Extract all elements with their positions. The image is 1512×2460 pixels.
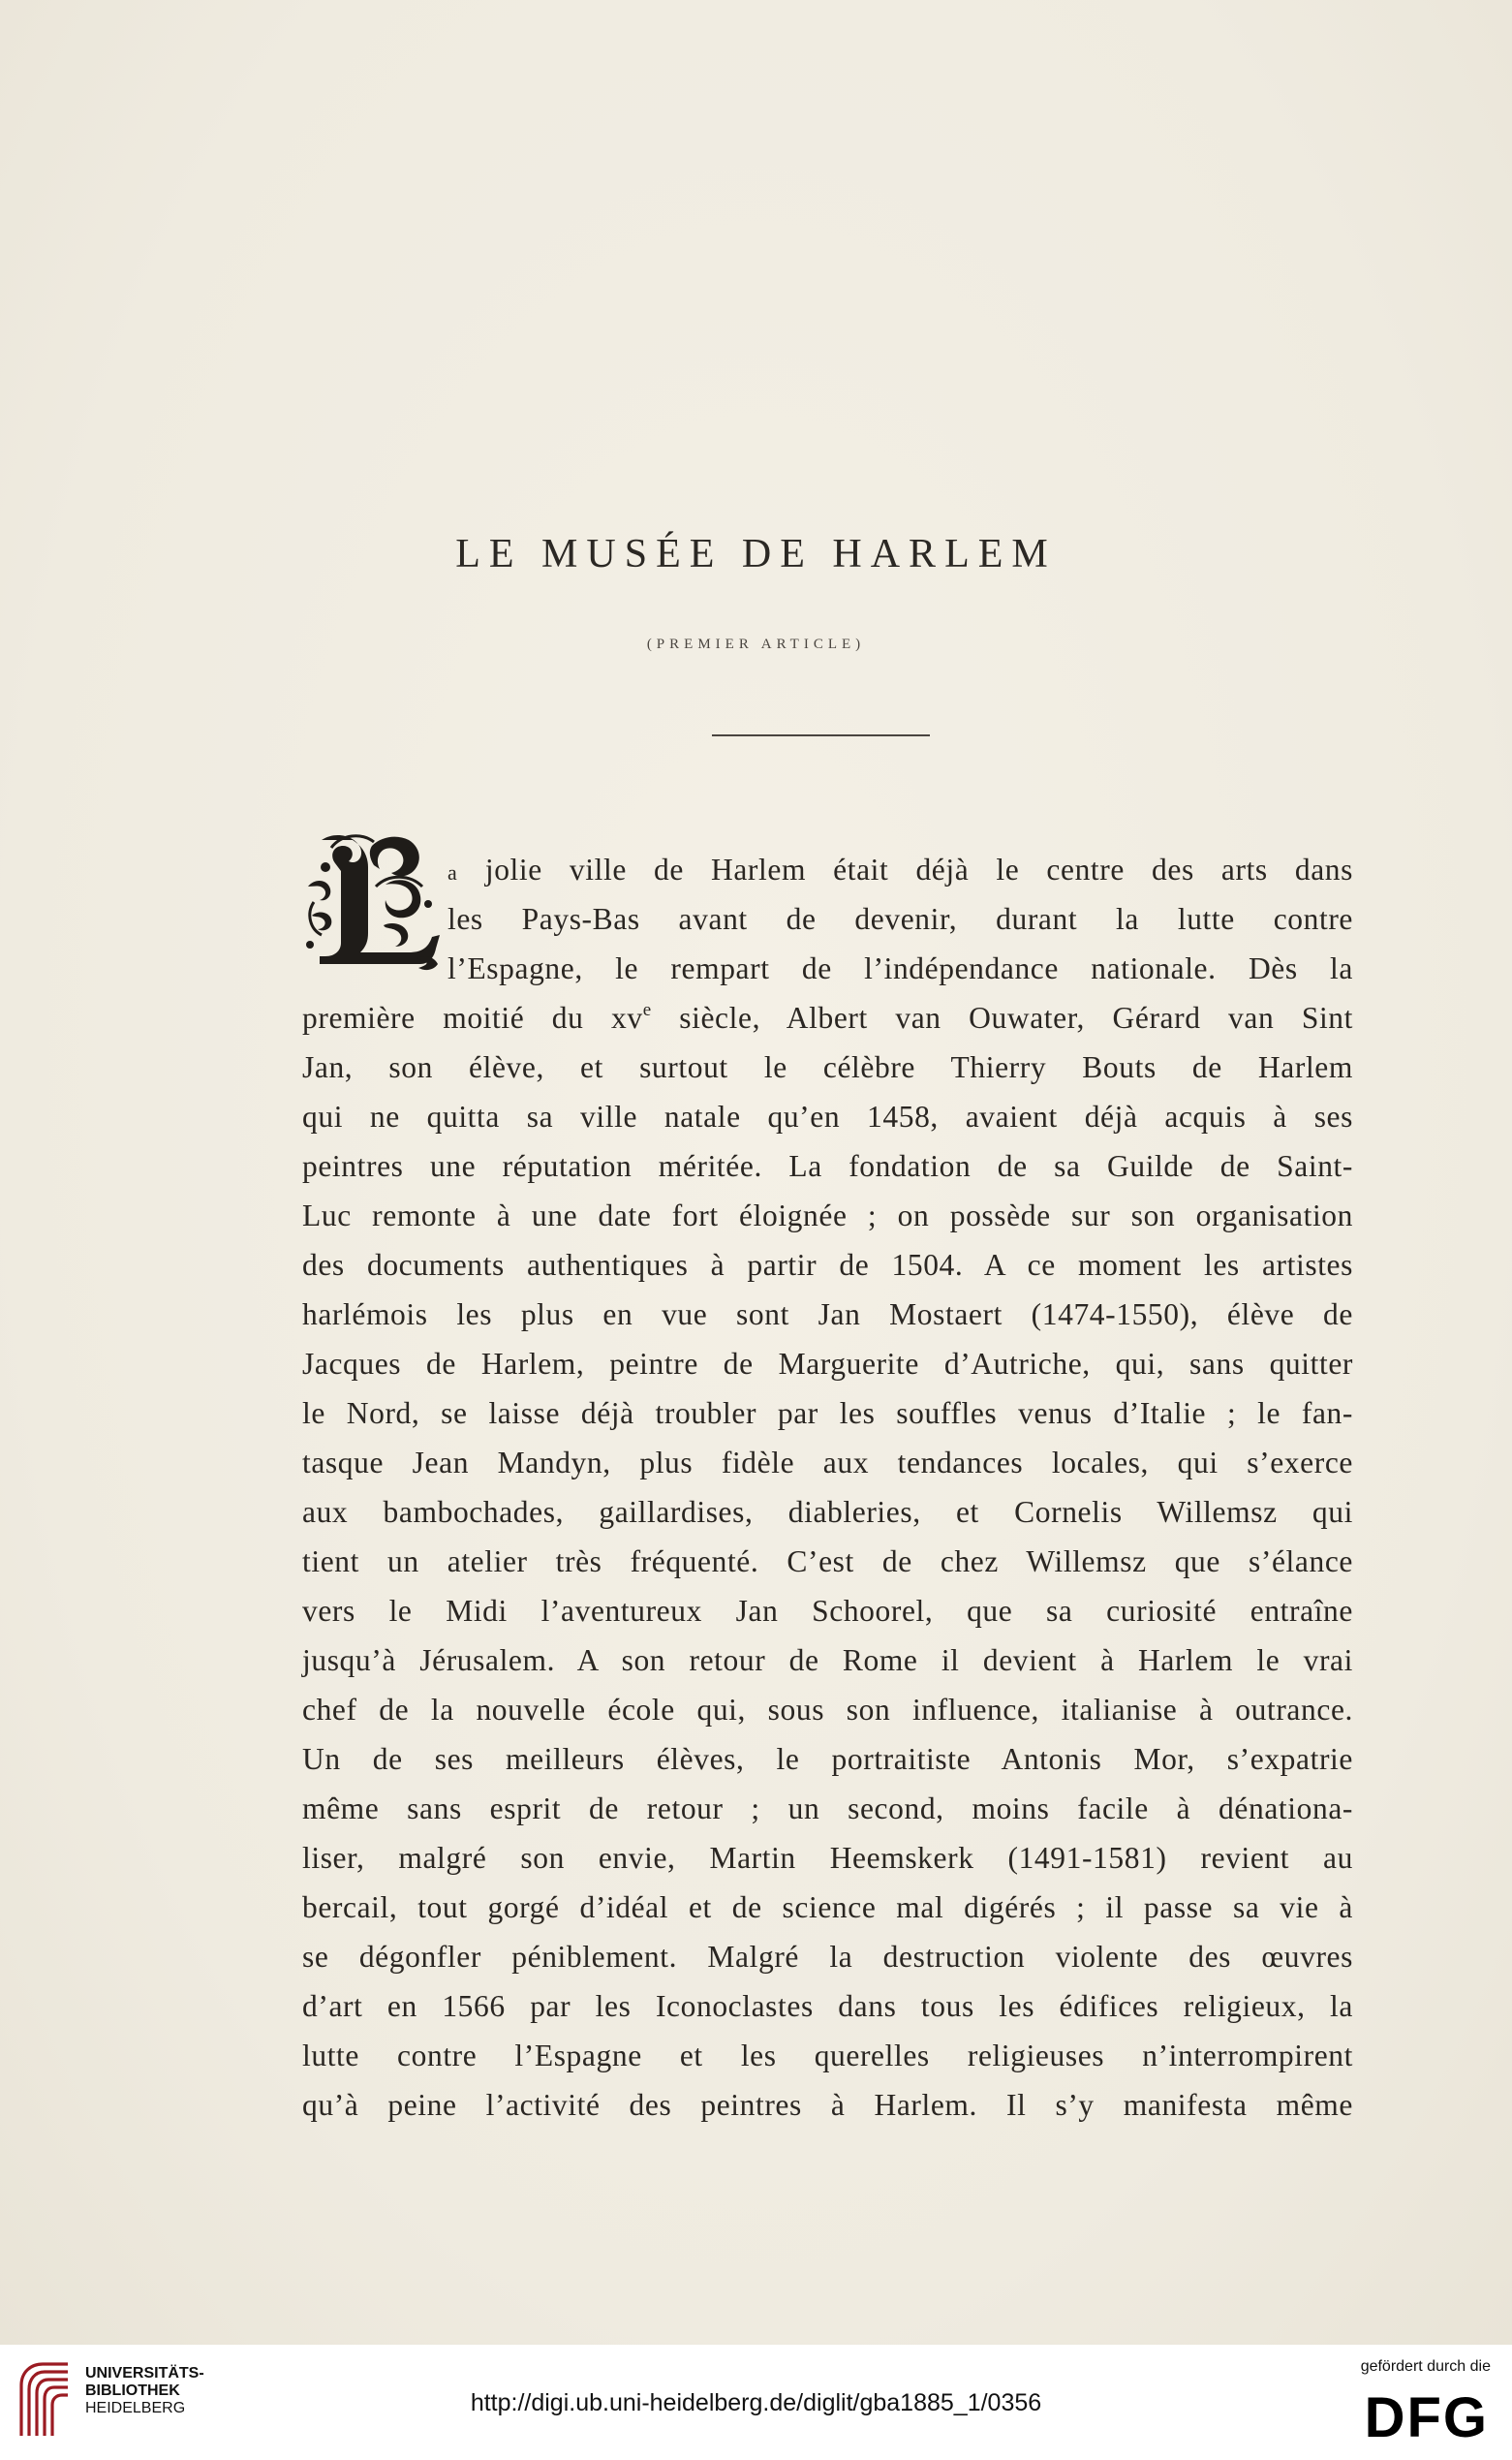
article-title: LE MUSÉE DE HARLEM	[455, 532, 1057, 576]
body-line: les Pays-Bas avant de devenir, durant la lutte contre	[447, 902, 1353, 936]
body-line: d’art en 1566 par les Iconoclastes dans tous les édifices religieux, la	[302, 1989, 1353, 2023]
body-line: le Nord, se laisse déjà troubler par les souffles venus d’Italie ; le fan-	[302, 1396, 1353, 1430]
body-line: des documents authentiques à partir de 1504. A ce moment les artistes	[302, 1248, 1353, 1282]
library-name: UNIVERSITÄTS- BIBLIOTHEK HEIDELBERG	[85, 2365, 204, 2416]
title-divider	[712, 734, 930, 736]
body-line: vers le Midi l’aventureux Jan Schoorel, que sa curiosité entraîne	[302, 1594, 1353, 1628]
body-line: première moitié du $xv^e$ siècle, Albert van Ouwater, Gérard van Sint	[302, 1000, 1353, 1035]
body-line: peintres une réputation méritée. La fondation de sa Guilde de Saint-	[302, 1149, 1353, 1183]
body-line: Un de ses meilleurs élèves, le portraitiste Antonis Mor, s’expatrie	[302, 1742, 1353, 1776]
body-line: même sans esprit de retour ; un second, moins facile à dénationa-	[302, 1791, 1353, 1825]
body-line: tasque Jean Mandyn, plus fidèle aux tendances locales, qui s’exerce	[302, 1446, 1353, 1479]
body-line: Jan, son élève, et surtout le célèbre Thierry Bouts de Harlem	[302, 1050, 1353, 1084]
body-line: qu’à peine l’activité des peintres à Harlem. Il s’y manifesta même	[302, 2088, 1353, 2122]
article-subtitle: (PREMIER ARTICLE)	[646, 637, 866, 652]
body-line: harlémois les plus en vue sont Jan Mostaert (1474-1550), élève de	[302, 1297, 1353, 1331]
body-line: chef de la nouvelle école qui, sous son influence, italianise à outrance.	[302, 1693, 1353, 1727]
body-line: l’Espagne, le rempart de l’indépendance nationale. Dès la	[447, 951, 1353, 985]
dfg-logo[interactable]: DFG	[1364, 2386, 1489, 2449]
body-line: Jacques de Harlem, peintre de Marguerite d’Autriche, qui, sans quitter	[302, 1347, 1353, 1381]
document-url-link[interactable]: http://digi.ub.uni-heidelberg.de/diglit/gba1885_1/0356	[470, 2389, 1042, 2416]
body-line: tient un atelier très fréquenté. C’est de chez Willemsz que s’élance	[302, 1544, 1353, 1578]
body-line: liser, malgré son envie, Martin Heemskerk (1491-1581) revient au	[302, 1841, 1353, 1875]
body-line: jusqu’à Jérusalem. A son retour de Rome il devient à Harlem le vrai	[302, 1643, 1353, 1677]
body-line: se dégonfler péniblement. Malgré la destruction violente des œuvres	[302, 1940, 1353, 1974]
article-body	[302, 845, 1353, 2130]
funding-note: gefördert durch die	[1360, 2358, 1491, 2375]
body-line: aux bambochades, gaillardises, diableries, et Cornelis Willemsz qui	[302, 1495, 1353, 1529]
body-line: bercail, tout gorgé d’idéal et de science mal digérés ; il passe sa vie à	[302, 1890, 1353, 1924]
body-line: a jolie ville de Harlem était déjà le centre des arts dans	[447, 853, 1353, 887]
body-line: Luc remonte à une date fort éloignée ; on possède sur son organisation	[302, 1199, 1353, 1232]
body-line: lutte contre l’Espagne et les querelles religieuses n’interrompirent	[302, 2039, 1353, 2072]
body-line: qui ne quitta sa ville natale qu’en 1458, avaient déjà acquis à ses	[302, 1100, 1353, 1134]
